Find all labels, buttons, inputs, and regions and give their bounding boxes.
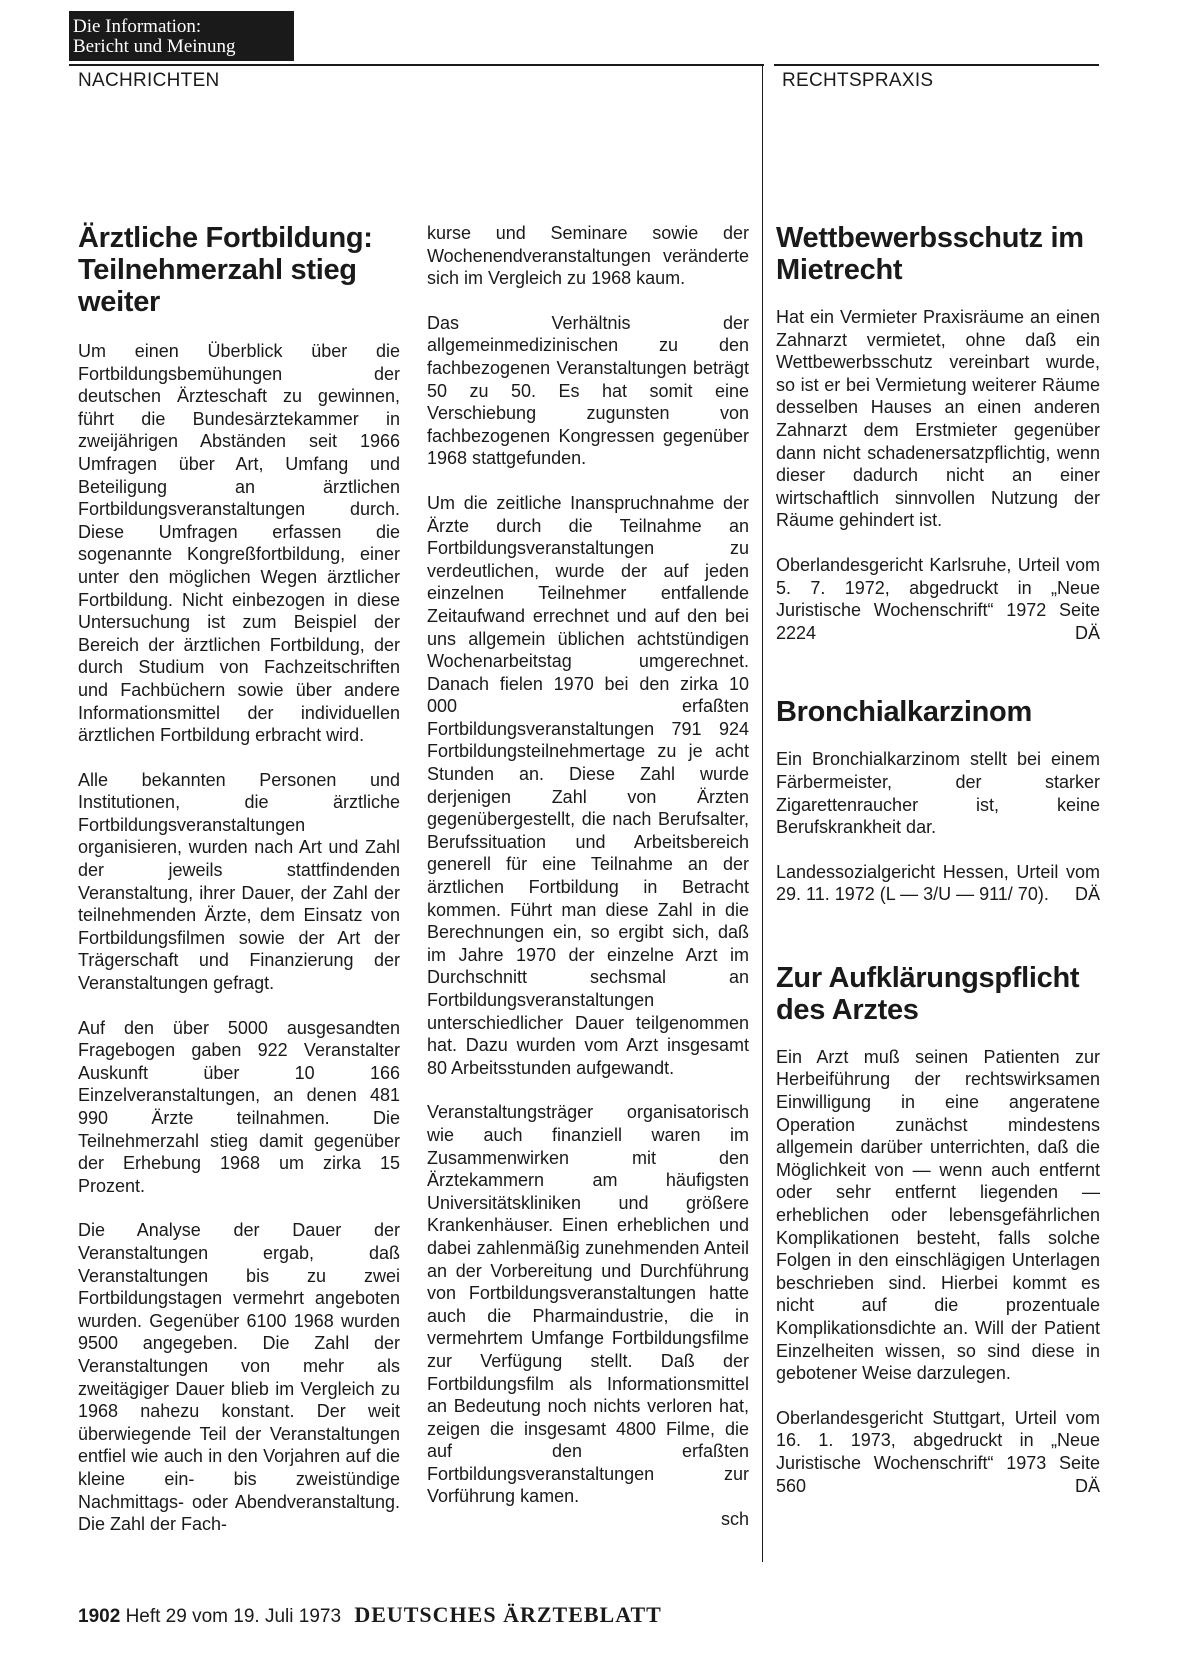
case-signature: DÄ [1074, 622, 1100, 643]
section-title-rechtspraxis: RECHTSPRAXIS [782, 70, 934, 91]
case-source [776, 554, 1100, 644]
case-title: Zur Aufklärungspflicht des Arztes [776, 961, 1080, 1026]
rechtspraxis-column [776, 222, 1100, 1519]
case-body: Hat ein Vermieter Praxisräume an einen Zahnarzt vermietet, ohne daß ein Wettbewerbsschutz vereinbart wurde, so ist er bei Vermietung weiterer Räume desselben Hauses an einen anderen Zahnarzt dem Erstmieter gegenüber dann nicht schadenersatzpflichtig, wenn dieser dadurch nicht an einer wirtschaftlich sinnvollen Nutzung der Räume gehindert ist. [776, 307, 1100, 531]
paragraph: Alle bekannten Personen und Institutionen, die ärztliche Fortbildungsveranstaltungen organisieren, wurden nach Art und Zahl der jeweils stattfindenden Veranstaltung, ihrer Dauer, der Zahl der teilnehmenden Ärzte, dem Einsatz von Fortbildungsfilmen sowie der Art der Trägerschaft und Finanzierung der Veranstaltungen gefragt. [78, 769, 400, 994]
page-number: 1902 [78, 1606, 121, 1627]
section-title-nachrichten: NACHRICHTEN [78, 70, 220, 91]
column-divider [762, 64, 763, 1562]
case-signature: DÄ [1074, 884, 1100, 905]
author-initials: sch [720, 1509, 749, 1530]
section-label-box [69, 11, 294, 61]
header-rule-right [774, 64, 1099, 66]
label-line-1: Die Information: [73, 16, 202, 37]
case-source-text: Oberlandesgericht Karlsruhe, Urteil vom 5. 7. 1972, abgedruckt in „Neue Juristische Wochenschrift“ 1972 Seite 2224 [776, 554, 1100, 643]
article-column-2 [427, 222, 749, 1531]
paragraph: Um die zeitliche Inanspruchnahme der Ärzte durch die Teilnahme an Fortbildungsveranstaltungen zu verdeutlichen, wurde der auf jeden einzelnen Teilnehmer entfallende Zeitaufwand errechnet und auf den bei uns allgemein üblichen achtstündigen Wochenarbeitstag umgerechnet. Danach fielen 1970 bei den zirka 10 000 erfaßten Fortbildungsveranstaltungen 791 924 Fortbildungsteilnehmertage zu je acht Stunden an. Diese Zahl wurde derjenigen Zahl von Ärzten gegenübergestellt, die nach Berufsalter, Berufssituation und Arbeitsbereich generell für eine Teilnahme an der ärztlichen Fortbildung in Betracht kommen. Führt man diese Zahl in die Berechnungen ein, so ergibt sich, daß im Jahre 1970 der einzelne Arzt im Durchschnitt sechsmal an Fortbildungsveranstaltungen unterschiedlicher Dauer teilgenommen hat. Dazu wurden vom Arzt insgesamt 80 Arbeitsstunden aufgewandt. [427, 492, 749, 1078]
paragraph: Veranstaltungsträger organisatorisch wie auch finanziell waren im Zusammenwirken mit den Ärztekammern am häufigsten Universitätskliniken und größere Krankenhäuser. Einen erheblichen und dabei zahlenmäßig zunehmenden Anteil an der Vorbereitung und Durchführung von Fortbildungsveranstaltungen hatte auch die Pharmaindustrie, die in vermehrtem Umfange Fortbildungsfilme zur Verfügung stellt. Daß der Fortbildungsfilm als Informationsmittel an Bedeutung noch nichts verloren hat, zeigen die insgesamt 4800 Filme, die auf den erfaßten Fortbildungsveranstaltungen zur Vorführung kamen. [427, 1102, 749, 1507]
paragraph: kurse und Seminare sowie der Wochenendveranstaltungen veränderte sich im Vergleich zu 1968 kaum. [427, 223, 749, 289]
header-rule-left [69, 64, 764, 66]
paragraph: Die Analyse der Dauer der Veranstaltungen ergab, daß Veranstaltungen bis zu zwei Fortbildungstagen vermehrt angeboten wurden. Gegenüber 6100 1968 wurden 9500 angegeben. Die Zahl der Veranstaltungen von mehr als zweitägiger Dauer blieb im Vergleich zu 1968 nahezu konstant. Der weit überwiegende Teil der Veranstaltungen entfiel wie auch in den Vorjahren auf die kleine ein- bis zweistündige Nachmittags- oder Abendveranstaltung. Die Zahl der Fach- [78, 1220, 400, 1535]
article-title: Ärztliche Fortbildung: Teilnehmerzahl stieg weiter [78, 222, 373, 318]
case-title: Bronchialkarzinom [776, 696, 1032, 729]
case-body: Ein Bronchialkarzinom stellt bei einem Färbermeister, der starker Zigarettenraucher ist, keine Berufskrankheit dar. [776, 749, 1100, 838]
case-source [776, 1407, 1100, 1497]
case-source [776, 861, 1100, 906]
case-title: Wettbewerbsschutz im Mietrecht [776, 222, 1084, 286]
magazine-name: DEUTSCHES ÄRZTEBLATT [354, 1602, 662, 1627]
paragraph: Um einen Überblick über die Fortbildungsbemühungen der deutschen Ärzteschaft zu gewinnen, führt die Bundesärztekammer in zweijährigen Abständen seit 1966 Umfragen über Art, Umfang und Beteiligung an ärztlichen Fortbildungsveranstaltungen durch. Diese Umfragen erfassen die sogenannte Kongreßfortbildung, einer unter den möglichen Wegen ärztlicher Fortbildung. Nicht einbezogen in diese Untersuchung ist zum Beispiel der Bereich der ärztlichen Fortbildung, der durch Studium von Fachzeitschriften und Fachbüchern sowie über andere Informationsmittel der individuellen ärztlichen Fortbildung erbracht wird. [78, 341, 400, 746]
case-source-text: Oberlandesgericht Stuttgart, Urteil vom 16. 1. 1973, abgedruckt in „Neue Juristische Wochenschrift“ 1973 Seite 560 [776, 1407, 1100, 1496]
paragraph: Auf den über 5000 ausgesandten Fragebogen gaben 922 Veranstalter Auskunft über 10 166 Einzelveranstaltungen, an denen 481 990 Ärzte teilnahmen. Die Teilnehmerzahl stieg damit gegenüber der Erhebung 1968 um zirka 15 Prozent. [78, 1017, 400, 1196]
label-line-2: Bericht und Meinung [73, 36, 236, 57]
article-column-1 [78, 222, 400, 1558]
case-body: Ein Arzt muß seinen Patienten zur Herbeiführung der rechtswirksamen Einwilligung in eine angeratene Operation zunächst mindestens allgemein darüber unterrichten, daß die Möglichkeit von — wenn auch entfernt oder sehr entfernt liegenden — erheblichen oder lebensgefährlichen Komplikationen besteht, falls solche Folgen in den einschlägigen Unterlagen beschrieben sind. Hierbei kommt es nicht auf die prozentuale Komplikationsdichte an. Will der Patient Einzelheiten wissen, so sind diese in gebotener Weise darzulegen. [776, 1046, 1100, 1384]
case-signature: DÄ [1074, 1475, 1100, 1496]
issue-info: Heft 29 vom 19. Juli 1973 [125, 1606, 342, 1627]
page-footer [78, 1602, 662, 1628]
paragraph: Das Verhältnis der allgemeinmedizinischen zu den fachbezogenen Veranstaltungen beträgt 50 zu 50. Es hat somit eine Verschiebung zugunsten von fachbezogenen Kongressen gegenüber 1968 stattgefunden. [427, 312, 749, 469]
case-source-text: Landessozialgericht Hessen, Urteil vom 29. 11. 1972 (L — 3/U — 911/ 70). [776, 861, 1100, 905]
